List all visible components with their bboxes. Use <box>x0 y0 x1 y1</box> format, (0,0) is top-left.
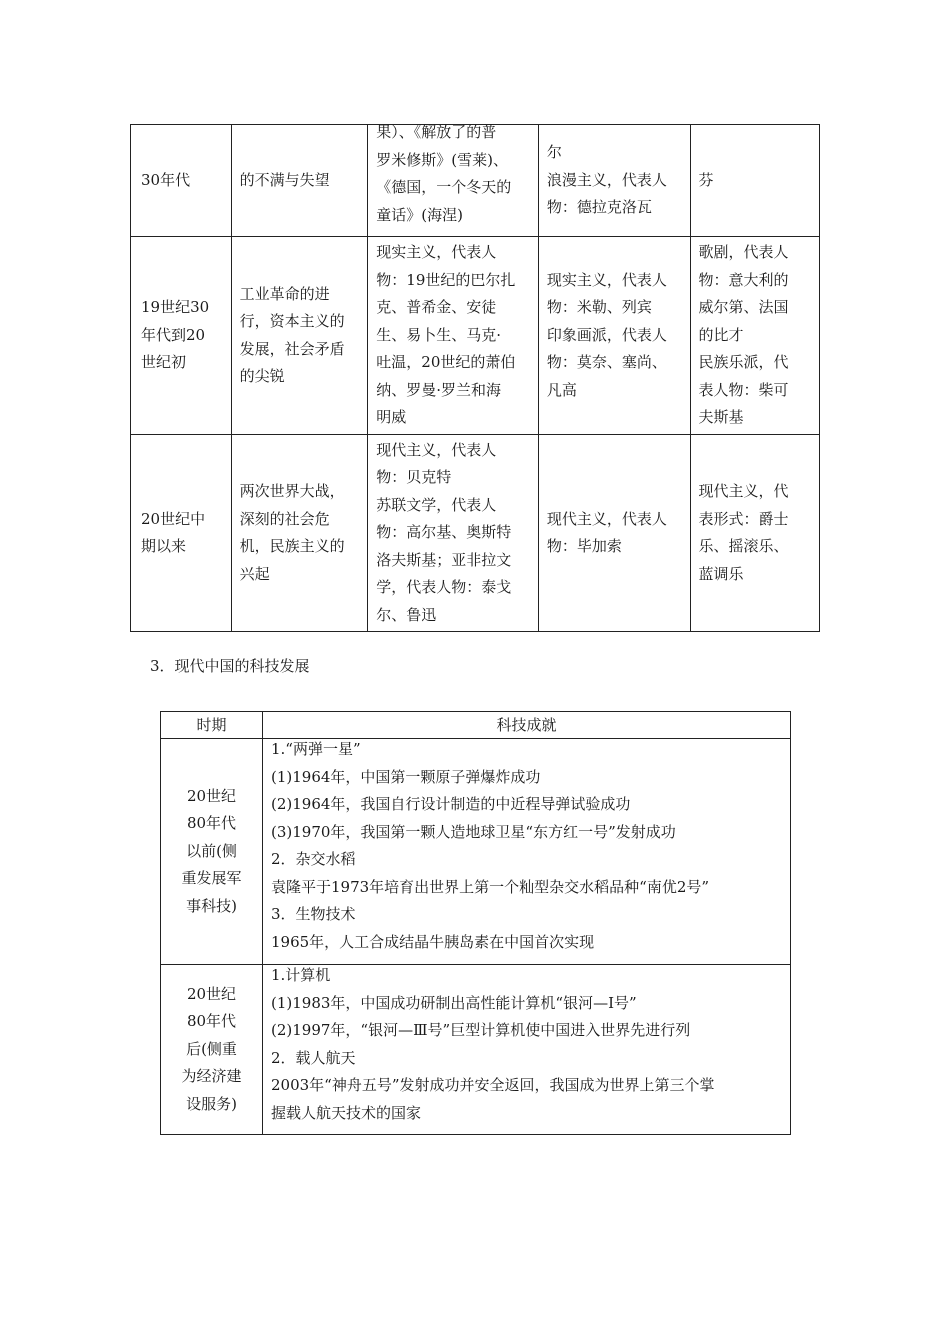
cell-line: 尔 <box>546 143 562 162</box>
cell-line: 握载人航天技术的国家 <box>271 1103 422 1122</box>
background-cell <box>231 435 368 632</box>
cell-line: (3)1970年，我国第一颗人造地球卫星“东方红一号”发射成功 <box>271 822 676 841</box>
cell-line: 行，资本主义的 <box>239 312 345 330</box>
cell-line: 年代到20 <box>141 325 206 344</box>
cell-line: 印象画派，代表人 <box>546 325 667 344</box>
cell-line: 20世纪 <box>186 984 237 1003</box>
cell-line: 物：毕加索 <box>546 537 622 555</box>
cell-line: (2)1964年，我国自行设计制造的中近程导弹试验成功 <box>271 795 631 813</box>
table-row <box>131 125 820 237</box>
literature-cell <box>368 237 539 435</box>
cell-line: 世纪初 <box>141 353 187 372</box>
cell-line: 2003年“神舟五号”发射成功并安全返回，我国成为世界上第三个掌 <box>271 1076 715 1094</box>
cell-line: 威尔第、法国 <box>698 298 789 317</box>
music-cell <box>690 237 819 435</box>
literature-cell <box>368 435 539 632</box>
music-cell <box>690 435 819 632</box>
cell-line: 为经济建 <box>181 1067 242 1086</box>
cell-line: 乐、摇滚乐、 <box>698 537 789 555</box>
section-heading: 3．现代中国的科技发展 <box>150 657 310 675</box>
cell-line: 事科技) <box>186 896 237 915</box>
cell-line: 1.“两弹一星” <box>271 740 361 758</box>
cell-line: 浪漫主义，代表人 <box>546 170 667 189</box>
cell-line: 洛夫斯基；亚非拉文 <box>376 550 512 569</box>
cell-line: 《德国，一个冬天的 <box>376 178 512 196</box>
period-cell <box>161 739 263 965</box>
cell-line: 现实主义，代表人 <box>546 270 667 289</box>
header-period: 时期 <box>161 712 263 739</box>
period-cell <box>161 965 263 1135</box>
cell-line: (2)1997年，“银河—Ⅲ号”巨型计算机使中国进入世界先进行列 <box>271 1021 691 1039</box>
cell-line: 表人物：柴可 <box>698 380 789 399</box>
cell-line: 1.计算机 <box>271 966 331 984</box>
cell-line: 的比才 <box>698 325 744 344</box>
cell-line: (1)1983年，中国成功研制出高性能计算机“银河—Ⅰ号” <box>271 993 637 1012</box>
period-cell <box>131 237 232 435</box>
period-cell <box>131 125 232 237</box>
art-cell <box>538 435 690 632</box>
table-row <box>161 739 791 965</box>
cell-line: 现代主义，代 <box>698 482 789 500</box>
cell-line: 发展，社会矛盾 <box>239 339 345 358</box>
achievements-cell <box>263 965 791 1135</box>
cell-line: 两次世界大战， <box>239 482 345 500</box>
cell-line: 物：贝克特 <box>376 468 452 487</box>
cell-line: 果）、《解放了的普 <box>376 123 497 141</box>
cell-line: 80年代 <box>186 814 237 833</box>
cell-line: 物：19世纪的巴尔扎 <box>376 270 516 289</box>
cell-line: 袁隆平于1973年培育出世界上第一个籼型杂交水稻品种“南优2号” <box>271 877 710 896</box>
background-cell <box>231 125 368 237</box>
cell-line: 机，民族主义的 <box>239 537 345 555</box>
cell-line: 现代主义，代表人 <box>546 509 667 528</box>
cell-line: 罗米修斯》(雪莱)、 <box>376 150 508 169</box>
cell-line: 现代主义，代表人 <box>376 440 497 459</box>
cell-line: 3．生物技术 <box>271 905 356 923</box>
cell-line: 物：意大利的 <box>698 270 789 289</box>
table-header-row <box>161 712 791 739</box>
cell-line: 明威 <box>376 408 407 427</box>
cell-line: 学，代表人物：泰戈 <box>376 578 512 597</box>
cell-line: 生、易卜生、马克· <box>376 325 502 344</box>
cell-line: 吐温，20世纪的萧伯 <box>376 353 516 372</box>
cell-line: 深刻的社会危 <box>239 509 330 528</box>
cell-line: 纳、罗曼·罗兰和海 <box>376 380 502 399</box>
cell-line: 克、普希金、安徒 <box>376 298 497 317</box>
background-cell <box>231 237 368 435</box>
table-row <box>131 237 820 435</box>
header-achievements: 科技成就 <box>263 712 791 739</box>
cell-line: 期以来 <box>141 537 187 555</box>
cell-line: 蓝调乐 <box>698 564 744 583</box>
cell-line: 表形式：爵士 <box>698 509 789 528</box>
cell-line: 物：德拉克洛瓦 <box>546 198 652 217</box>
table-row <box>161 965 791 1135</box>
cell-line: 设服务) <box>186 1094 237 1113</box>
cell-line: 20世纪 <box>186 786 237 805</box>
cell-line: 的尖锐 <box>239 367 285 385</box>
cell-line: 尔、鲁迅 <box>376 605 437 624</box>
cell-line: 2．杂交水稻 <box>271 850 356 868</box>
cell-line: 20世纪中 <box>141 509 206 528</box>
cell-line: 现实主义，代表人 <box>376 243 497 262</box>
cell-line: 兴起 <box>239 564 270 583</box>
cell-line: 19世纪30 <box>141 298 210 317</box>
cell-line: 童话》(海涅) <box>376 205 463 224</box>
cell-line: 夫斯基 <box>698 408 744 427</box>
art-cell <box>538 125 690 237</box>
cell-line: 后(侧重 <box>186 1039 237 1058</box>
cell-line: 以前(侧 <box>186 841 237 860</box>
cell-line: 80年代 <box>186 1012 237 1031</box>
cell-line: 民族乐派，代 <box>698 353 789 372</box>
cell-line: 物：莫奈、塞尚、 <box>546 353 667 372</box>
cell-line: 工业革命的进 <box>239 284 330 303</box>
cell-line: 凡高 <box>546 380 577 399</box>
cell-line: 苏联文学，代表人 <box>376 495 497 514</box>
cell-line: 重发展军 <box>181 869 242 888</box>
cell-line: 歌剧，代表人 <box>698 243 789 262</box>
science-table <box>160 711 791 1135</box>
period-cell <box>131 435 232 632</box>
achievements-cell <box>263 739 791 965</box>
cell-line: (1)1964年，中国第一颗原子弹爆炸成功 <box>271 767 541 786</box>
literature-cell <box>368 125 539 237</box>
music-cell <box>690 125 819 237</box>
cell-line: 物：米勒、列宾 <box>546 298 652 317</box>
cell-line: 30年代 <box>141 170 191 189</box>
table-row <box>131 435 820 632</box>
cell-line: 的不满与失望 <box>239 170 330 189</box>
culture-table <box>130 124 820 632</box>
cell-line: 芬 <box>698 170 714 189</box>
cell-line: 物：高尔基、奥斯特 <box>376 523 512 542</box>
art-cell <box>538 237 690 435</box>
cell-line: 1965年，人工合成结晶牛胰岛素在中国首次实现 <box>271 932 595 951</box>
cell-line: 2．载人航天 <box>271 1048 356 1067</box>
